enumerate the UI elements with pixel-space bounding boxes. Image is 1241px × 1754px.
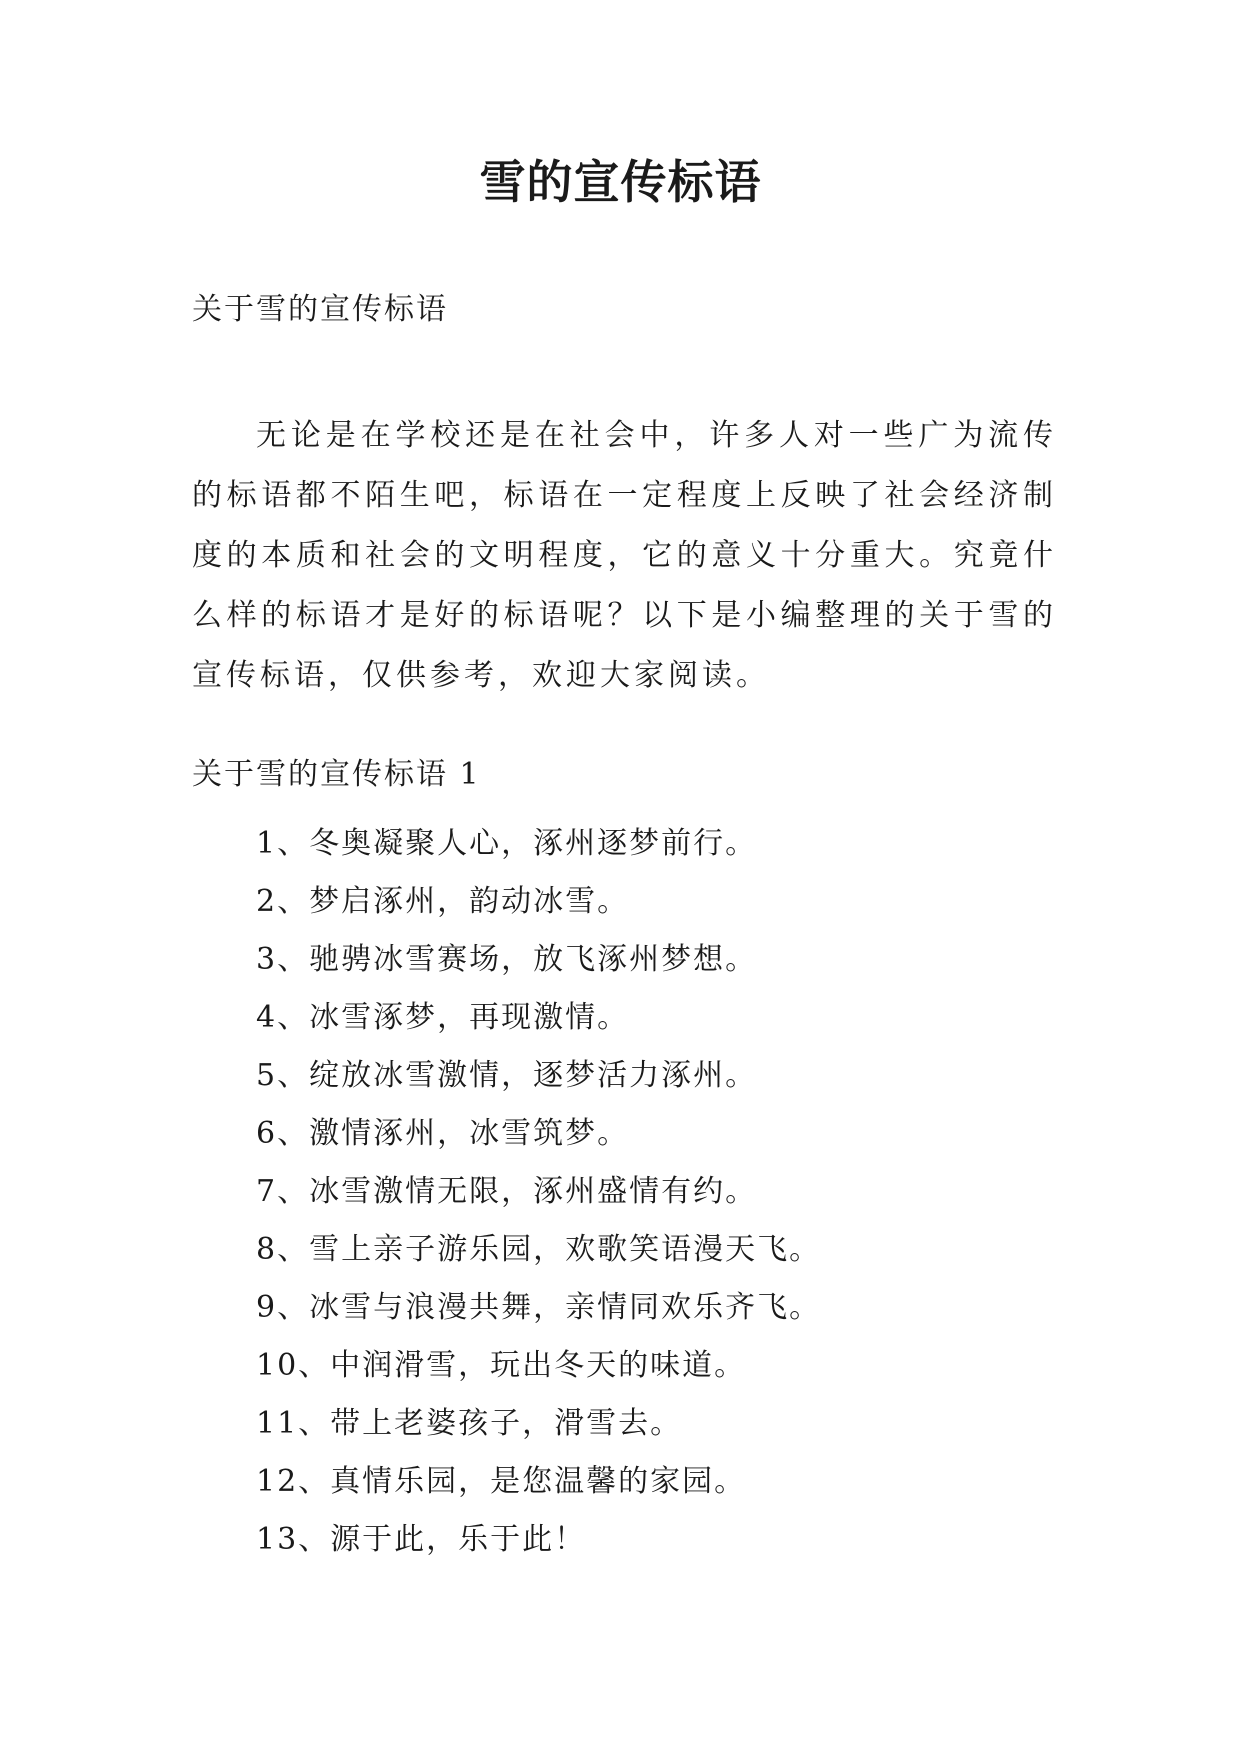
slogan-item: 7、冰雪激情无限，涿州盛情有约。 xyxy=(256,1174,758,1209)
slogan-item: 3、驰骋冰雪赛场，放飞涿州梦想。 xyxy=(256,942,758,977)
subtitle-heading: 关于雪的宣传标语 xyxy=(192,292,448,327)
slogan-item: 9、冰雪与浪漫共舞，亲情同欢乐齐飞。 xyxy=(256,1290,822,1325)
slogan-list xyxy=(256,815,821,1569)
slogan-item: 5、绽放冰雪激情，逐梦活力涿州。 xyxy=(256,1058,758,1093)
slogan-item: 4、冰雪涿梦，再现激情。 xyxy=(256,1000,630,1035)
slogan-item: 12、真情乐园，是您温馨的家园。 xyxy=(256,1464,747,1499)
section-heading: 关于雪的宣传标语 1 xyxy=(192,757,481,792)
slogan-item: 8、雪上亲子游乐园，欢歌笑语漫天飞。 xyxy=(256,1232,822,1267)
slogan-item: 6、激情涿州，冰雪筑梦。 xyxy=(256,1116,630,1151)
slogan-item: 2、梦启涿州，韵动冰雪。 xyxy=(256,884,630,919)
slogan-item: 10、中润滑雪，玩出冬天的味道。 xyxy=(256,1348,747,1383)
page-title: 雪的宣传标语 xyxy=(479,155,762,209)
intro-paragraph: 无论是在学校还是在社会中，许多人对一些广为流传的标语都不陌生吧，标语在一定程度上反映了社会经济制度的本质和社会的文明程度，它的意义十分重大。究竟什么样的标语才是好的标语呢？以下是小编整理的关于雪的宣传标语，仅供参考，欢迎大家阅读。 xyxy=(192,418,1057,693)
slogan-item: 13、源于此，乐于此！ xyxy=(256,1522,587,1557)
slogan-item: 11、带上老婆孩子，滑雪去。 xyxy=(256,1406,683,1441)
slogan-item: 1、冬奥凝聚人心，涿州逐梦前行。 xyxy=(256,826,758,861)
